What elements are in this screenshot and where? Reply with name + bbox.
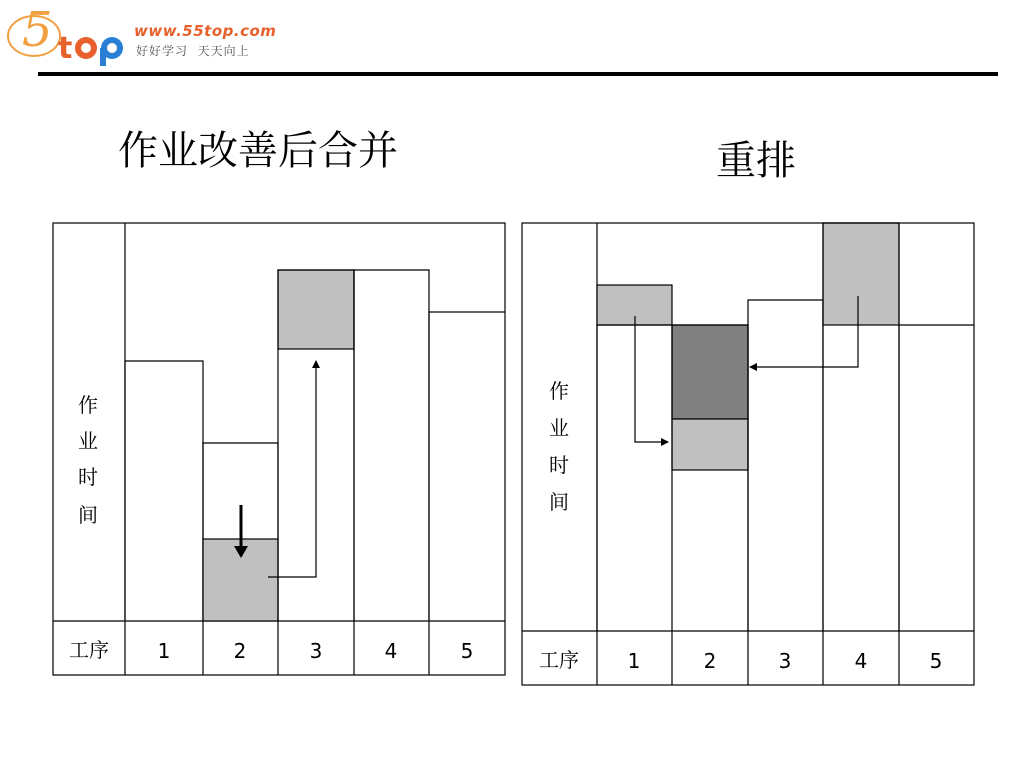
right-bar-process-3 (748, 300, 823, 631)
right-process-number: 1 (627, 649, 641, 673)
left-y-label-char: 间 (78, 503, 98, 527)
title-left: 作业改善后合并 (118, 128, 398, 174)
right-process-row-label: 工序 (539, 648, 579, 672)
left-bar-process-5 (429, 312, 505, 621)
right-y-label-char: 业 (549, 416, 569, 440)
right-y-label-char: 作 (549, 379, 569, 403)
right-bar-process-2-received-segment (672, 419, 748, 470)
logo-slogan: 好好学习 天天向上 (136, 44, 250, 58)
left-process-number: 5 (460, 639, 474, 663)
diagram-left (53, 223, 505, 675)
left-process-number: 2 (233, 639, 247, 663)
left-bar-process-4 (354, 270, 429, 621)
title-right: 重排 (716, 138, 796, 184)
right-bar-process-5 (899, 325, 974, 631)
left-process-number: 4 (384, 639, 398, 663)
left-process-row (69, 638, 473, 663)
left-y-axis-label (78, 393, 98, 527)
right-process-number: 3 (778, 649, 792, 673)
right-y-axis-label (549, 379, 569, 514)
right-process-number: 2 (703, 649, 717, 673)
left-process-row-label: 工序 (69, 638, 109, 662)
left-y-label-char: 业 (78, 429, 98, 453)
left-bar-process-3-added-segment (278, 270, 354, 349)
left-y-label-char: 时 (78, 465, 98, 489)
logo-top-glyph: t (58, 31, 73, 66)
logo-url[interactable]: www.55top.com (134, 22, 277, 40)
right-y-label-char: 间 (549, 490, 569, 514)
right-y-label-char: 时 (549, 453, 569, 477)
logo-five-glyph: 5 (22, 2, 53, 58)
right-process-number: 5 (929, 649, 943, 673)
right-bar-process-2-added-segment (672, 325, 748, 419)
right-arrow-1-to-2 (635, 316, 668, 442)
right-process-row (539, 648, 942, 673)
diagram-right (522, 223, 974, 685)
left-y-label-char: 作 (78, 393, 98, 417)
right-process-number: 4 (854, 649, 868, 673)
left-bar-process-1 (125, 361, 203, 621)
right-bar-process-4-removed-segment (823, 223, 899, 325)
left-process-number: 3 (309, 639, 323, 663)
left-process-number: 1 (157, 639, 171, 663)
